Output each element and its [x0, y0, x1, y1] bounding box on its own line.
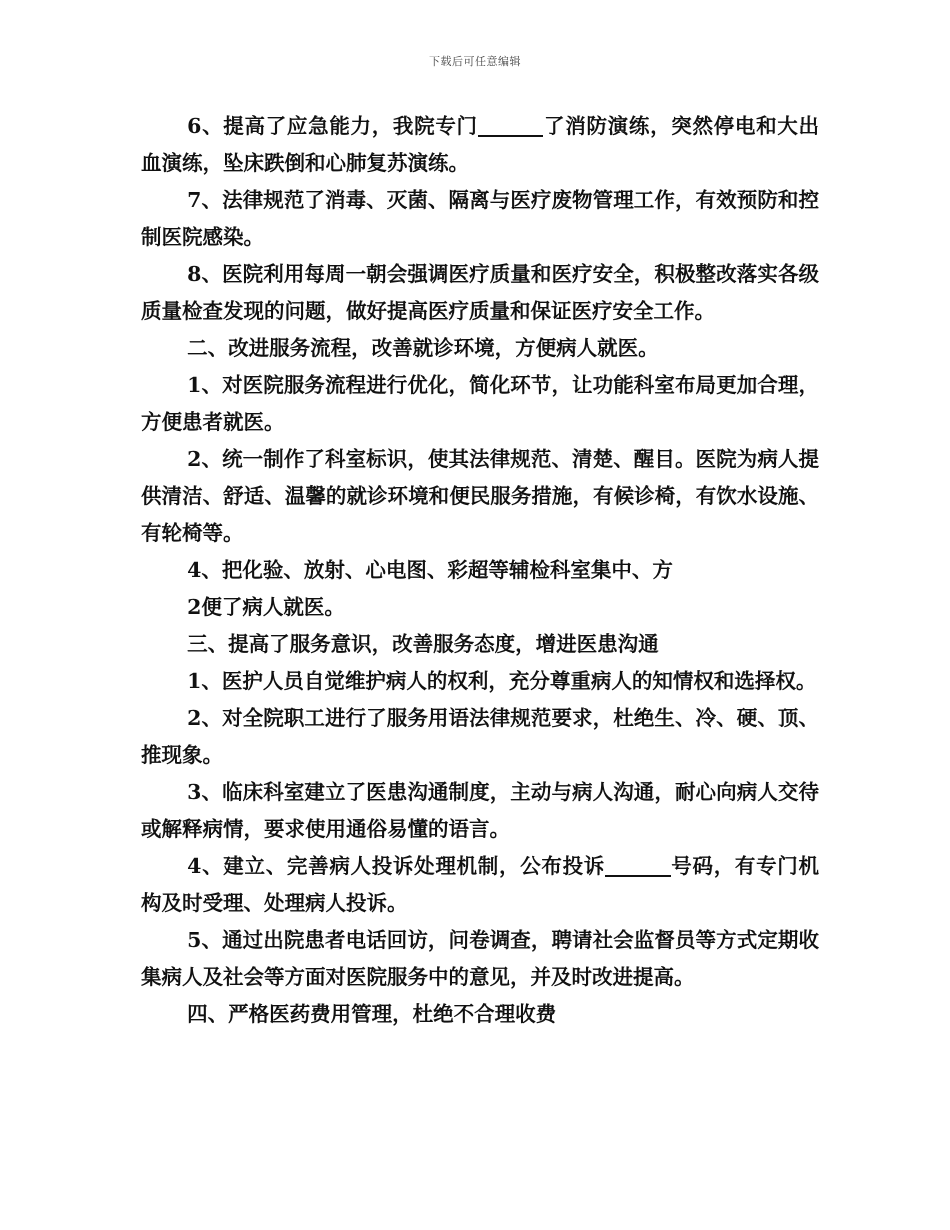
paragraph-infection-control: 7、法律规范了消毒、灭菌、隔离与医疗废物管理工作，有效预防和控制医院感染。 [141, 188, 819, 249]
paragraph-emergency-drills [141, 108, 819, 182]
paragraph-text: 4、建立、完善病人投诉处理机制，公布投诉 [187, 854, 605, 878]
paragraph-signage-environment: 2、统一制作了科室标识，使其法律规范、清楚、醒目。医院为病人提供清洁、舒适、温馨的就诊环境和便民服务措施，有候诊椅，有饮水设施、有轮椅等。 [141, 447, 819, 545]
paragraph-communication-system: 3、临床科室建立了医患沟通制度，主动与病人沟通，耐心向病人交待或解释病情，要求使用通俗易懂的语言。 [141, 780, 819, 841]
fill-in-blank [478, 114, 544, 137]
paragraph-complaint-mechanism [141, 848, 819, 922]
paragraph-service-language: 2、对全院职工进行了服务用语法律规范要求，杜绝生、冷、硬、顶、推现象。 [141, 706, 819, 767]
section-heading-service-awareness: 三、提高了服务意识，改善服务态度，增进医患沟通 [187, 632, 659, 656]
paragraph-text: 了消防演练，突然停电和大出血演练，坠床跌倒和心肺复苏演练。 [141, 114, 819, 175]
paragraph-quality-meetings: 8、医院利用每周一朝会强调医疗质量和医疗安全，积极整改落实各级质量检查发现的问题，做好提高医疗质量和保证医疗安全工作。 [141, 262, 819, 323]
page-header: 下载后可任意编辑 [429, 55, 521, 68]
fill-in-blank [605, 854, 671, 877]
paragraph-auxiliary-departments: 4、把化验、放射、心电图、彩超等辅检科室集中、方 [187, 558, 673, 582]
paragraph-process-optimization: 1、对医院服务流程进行优化，简化环节，让功能科室布局更加合理，方便患者就医。 [141, 373, 819, 434]
section-heading-service-process: 二、改进服务流程，改善就诊环境，方便病人就医。 [187, 336, 659, 360]
section-heading-fee-management: 四、严格医药费用管理，杜绝不合理收费 [187, 1002, 557, 1026]
paragraph-text: 号码，有专门机构及时受理、处理病人投诉。 [141, 854, 820, 915]
paragraph-text: 6、提高了应急能力，我院专门 [187, 114, 478, 138]
paragraph-feedback-collection: 5、通过出院患者电话回访，问卷调查，聘请社会监督员等方式定期收集病人及社会等方面对医院服务中的意见，并及时改进提高。 [141, 928, 819, 989]
document-body [141, 108, 819, 1033]
paragraph-patient-rights: 1、医护人员自觉维护病人的权利，充分尊重病人的知情权和选择权。 [187, 669, 817, 693]
paragraph-continuation: 2便了病人就医。 [187, 595, 345, 619]
